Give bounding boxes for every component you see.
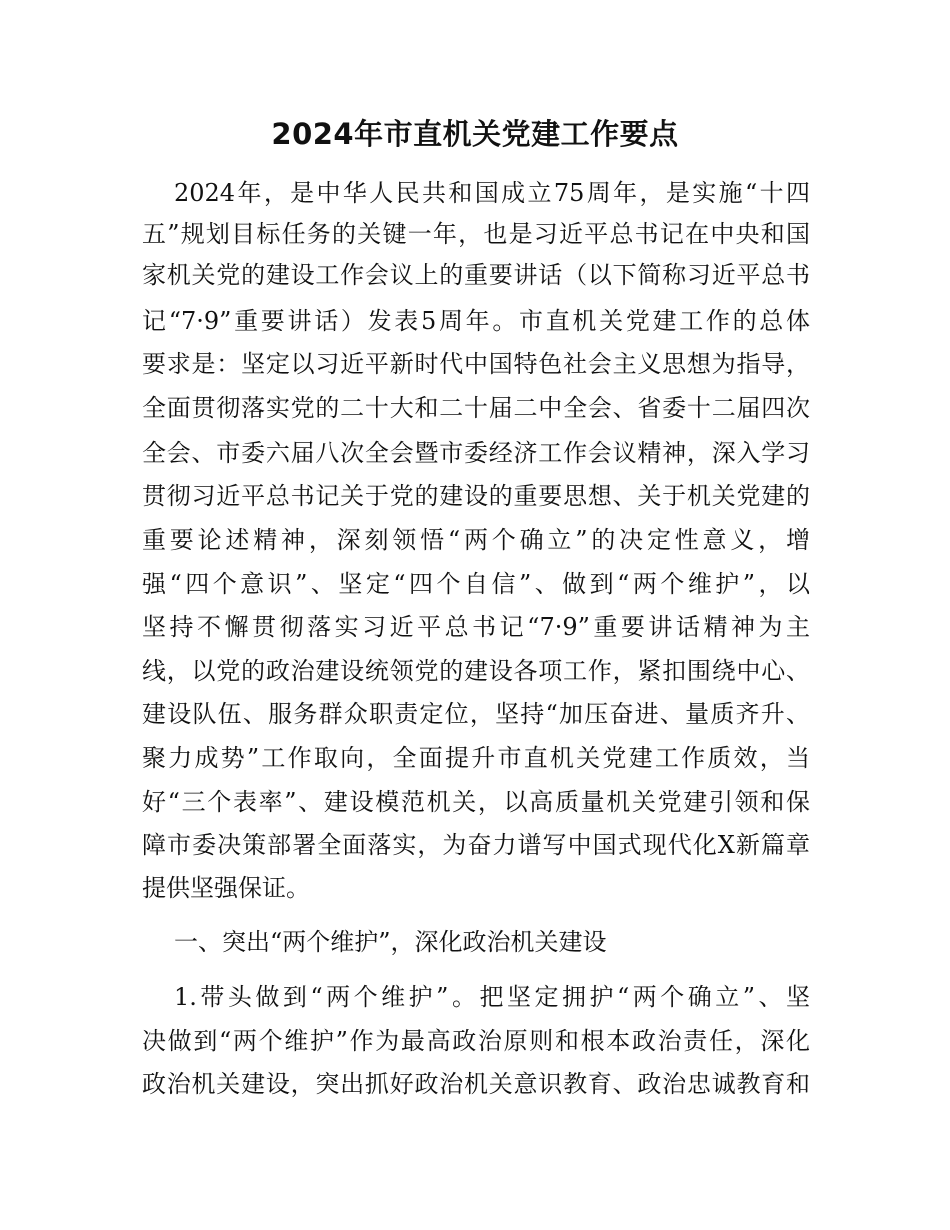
intro-line: 五”规划目标任务的关键一年，也是习近平总书记在中央和国 (142, 220, 810, 248)
intro-line: 2024年，是中华人民共和国成立75周年，是实施“十四 (174, 179, 810, 207)
intro-line: 好“三个表率”、建设模范机关，以高质量机关党建引领和保 (142, 788, 810, 816)
intro-line: 线，以党的政治建设统领党的建设各项工作，紧扣围绕中心、 (142, 657, 810, 685)
intro-line: 全面贯彻落实党的二十大和二十届二中全会、省委十二届四次 (142, 394, 810, 422)
intro-line: 全会、市委六届八次全会暨市委经济工作会议精神，深入学习 (142, 439, 810, 467)
intro-line: 贯彻习近平总书记关于党的建设的重要思想、关于机关党建的 (142, 482, 810, 510)
intro-line: 建设队伍、服务群众职责定位，坚持“加压奋进、量质齐升、 (142, 700, 810, 728)
intro-line: 坚持不懈贯彻落实习近平总书记“7·9”重要讲话精神为主 (142, 613, 810, 641)
intro-line: 重要论述精神，深刻领悟“两个确立”的决定性意义，增 (142, 526, 810, 554)
intro-line: 要求是：坚定以习近平新时代中国特色社会主义思想为指导， (142, 350, 810, 378)
intro-line: 障市委决策部署全面落实，为奋力谱写中国式现代化X新篇章 (142, 831, 810, 859)
item-line: 政治机关建设，突出抓好政治机关意识教育、政治忠诚教育和 (142, 1070, 810, 1098)
item-line: 决做到“两个维护”作为最高政治原则和根本政治责任，深化 (142, 1027, 810, 1055)
intro-line: 记“7·9”重要讲话）发表5周年。市直机关党建工作的总体 (142, 307, 810, 335)
item-line: 1.带头做到“两个维护”。把坚定拥护“两个确立”、坚 (174, 983, 810, 1011)
intro-line: 聚力成势”工作取向，全面提升市直机关党建工作质效，当 (142, 744, 810, 772)
intro-line: 提供坚强保证。 (142, 874, 310, 902)
intro-line: 家机关党的建设工作会议上的重要讲话（以下简称习近平总书 (142, 261, 810, 289)
intro-line: 强“四个意识”、坚定“四个自信”、做到“两个维护”，以 (142, 570, 810, 598)
document-title: 2024年市直机关党建工作要点 (271, 117, 679, 151)
section-heading: 一、突出“两个维护”，深化政治机关建设 (174, 928, 607, 956)
